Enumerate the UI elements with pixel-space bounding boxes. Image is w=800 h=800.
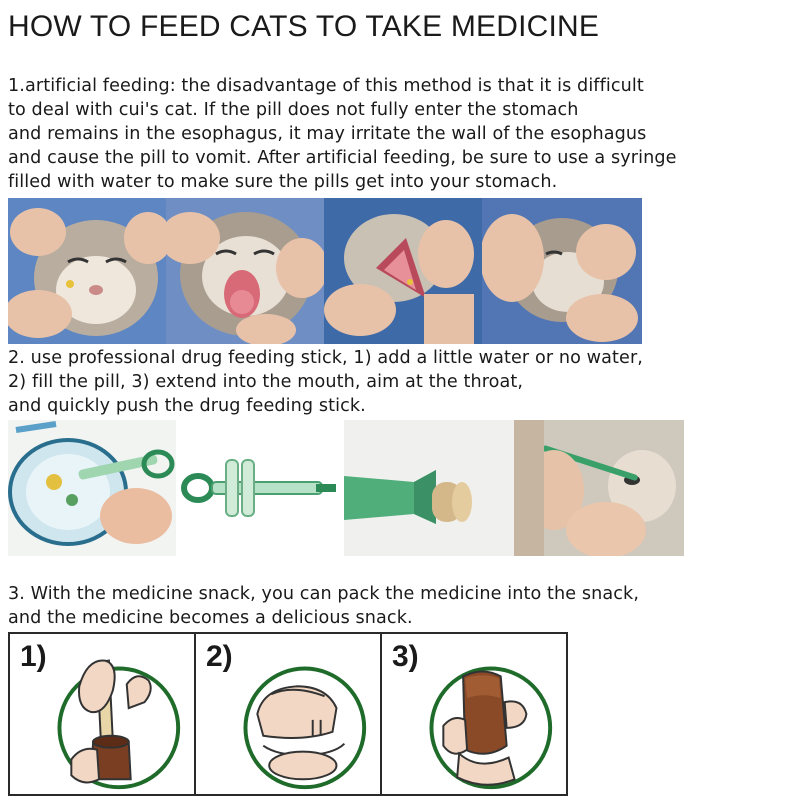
section-1-line: 1.artificial feeding: the disadvantage of this method is that it is difficult [8,76,644,96]
section-1-line: and cause the pill to vomit. After artificial feeding, be sure to use a syringe [8,148,677,168]
section-1-line: filled with water to make sure the pills get into your stomach. [8,172,558,192]
section-3-line: 3. With the medicine snack, you can pack the medicine into the snack, [8,584,640,604]
cat-photo-4 [482,198,642,344]
section-2-line: and quickly push the drug feeding stick. [8,396,366,416]
cat-photo-2 [166,198,324,344]
section-1-line: and remains in the esophagus, it may irritate the wall of the esophagus [8,124,647,144]
section-1-line: to deal with cui's cat. If the pill does not fully enter the stomach [8,100,579,120]
step-1-panel [10,634,196,794]
section-2-line: 2) fill the pill, 3) extend into the mouth, aim at the throat, [8,372,524,392]
step-2-panel [196,634,382,794]
step-2-label: 2) [206,640,233,673]
step-3-label: 3) [392,640,419,673]
step-1-label: 1) [20,640,47,673]
page-title: HOW TO FEED CATS TO TAKE MEDICINE [8,10,600,43]
section-2-text [8,346,792,418]
medicine-snack-steps [8,632,568,796]
stick-photo-feeding-cat [514,420,684,556]
stick-photo-device [176,420,344,556]
cat-photo-1 [8,198,166,344]
stick-photo-water-bowl [8,420,176,556]
section-3-line: and the medicine becomes a delicious snack. [8,608,413,628]
section-3-text [8,582,792,630]
hand-feeding-photo-strip [8,198,642,344]
step-3-panel [382,634,566,794]
section-1-text [8,74,792,194]
feeding-stick-photo-strip [8,420,684,556]
cat-photo-3 [324,198,482,344]
stick-photo-pill-tip [344,420,514,556]
section-2-line: 2. use professional drug feeding stick, 1) add a little water or no water, [8,348,643,368]
